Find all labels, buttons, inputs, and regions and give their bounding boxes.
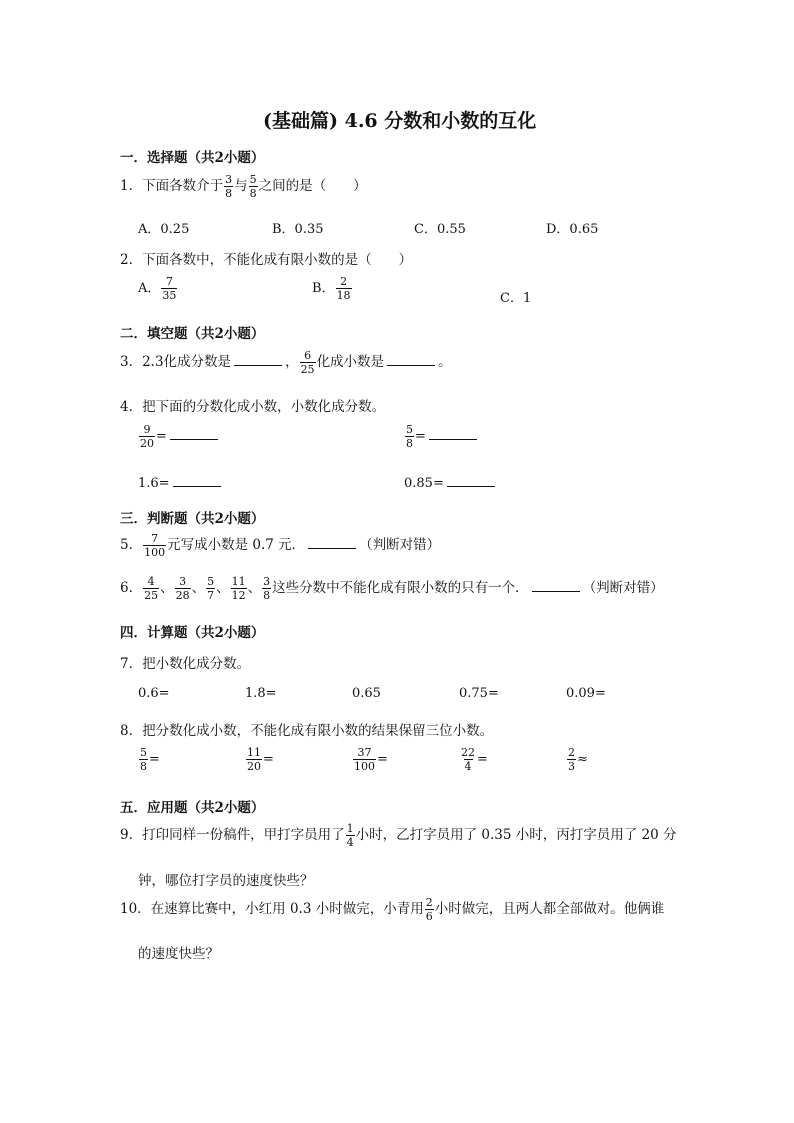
q7-item: 0.6= [138, 686, 170, 701]
fraction: $\frac{11}{12}$ [231, 575, 246, 602]
section-heading-application: 五．应用题（共2小题） [120, 800, 265, 816]
q1-option-b: B．0.35 [272, 222, 324, 237]
answer-blank[interactable] [234, 353, 282, 366]
q2-option-b: B． $\frac{2}{18}$ [312, 275, 351, 302]
question-9: 9．打印同样一份稿件，甲打字员用了 $\frac{1}{4}$ 小时，乙打字员用了 0.35 小时，丙打字员用了 20 分 [120, 822, 677, 849]
q7-item: 0.09= [566, 686, 606, 701]
q1-mid: 与 [234, 178, 248, 194]
q1-pre: 1．下面各数介于 [120, 178, 224, 194]
question-6: 6． $\frac{4}{25}$ 、 $\frac{3}{28}$ 、 $\frac{5}{7}$ 、 $\frac{11}{12}$ 、 $\frac{3}{8}$ 这些分数中不能化成有限小数的只有一个． （判断对错） [120, 575, 664, 602]
fraction: $\frac{2}{3}$ [568, 746, 575, 773]
fraction: $\frac{5}{7}$ [207, 575, 215, 602]
q8-item: $\frac{5}{8}$ = [140, 746, 160, 773]
fraction: $\frac{9}{20}$ [140, 423, 154, 450]
answer-blank[interactable] [387, 353, 435, 366]
answer-blank[interactable] [447, 474, 495, 487]
fraction: $\frac{5}{8}$ [249, 173, 257, 200]
question-10: 10．在速算比赛中，小红用 0.3 小时做完，小青用 $\frac{2}{6}$ 小时做完，且两人都全部做对。他俩谁 [120, 896, 665, 923]
q7-item: 1.8= [245, 686, 277, 701]
q1-option-c: C．0.55 [414, 222, 466, 237]
fraction: $\frac{11}{20}$ [247, 746, 261, 773]
question-3: 3．2.3化成分数是 ， $\frac{6}{25}$ 化成小数是 。 [120, 349, 452, 376]
fraction: $\frac{7}{35}$ [162, 275, 177, 302]
q8-item: $\frac{37}{100}$ = [354, 746, 388, 773]
fraction: $\frac{2}{6}$ [425, 896, 433, 923]
q1-option-a: A．0.25 [138, 222, 190, 237]
section-heading-choice: 一．选择题（共2小题） [120, 150, 265, 166]
q1-post: 之间的是（ ） [258, 178, 367, 194]
fraction: $\frac{5}{8}$ [140, 746, 147, 773]
q4-item-b: $\frac{5}{8}$ = [404, 424, 480, 449]
question-4: 4．把下面的分数化成小数，小数化成分数。 [120, 399, 386, 415]
fraction: $\frac{37}{100}$ [354, 746, 375, 773]
answer-blank[interactable] [170, 427, 218, 440]
section-heading-fill: 二．填空题（共2小题） [120, 326, 265, 342]
fraction: $\frac{1}{4}$ [346, 822, 354, 849]
fraction: $\frac{6}{25}$ [300, 349, 315, 376]
q8-item: $\frac{22}{4}$ = [461, 746, 488, 773]
section-heading-judge: 三．判断题（共2小题） [120, 511, 265, 527]
q2-option-c: C．1 [500, 291, 532, 306]
page-title: (基础篇) 4.6 分数和小数的互化 [263, 110, 537, 132]
fraction: $\frac{3}{28}$ [175, 575, 190, 602]
q4-item-c: 1.6= [138, 474, 224, 491]
question-5: 5． $\frac{7}{100}$ 元写成小数是 0.7 元． （判断对错） [120, 532, 441, 559]
fraction: $\frac{3}{8}$ [263, 575, 271, 602]
question-9-line2: 钟，哪位打字员的速度快些？ [138, 873, 314, 889]
q7-item: 0.65 [352, 686, 381, 701]
fraction: $\frac{7}{100}$ [144, 532, 166, 559]
fraction: $\frac{22}{4}$ [461, 746, 475, 773]
question-8: 8．把分数化成小数，不能化成有限小数的结果保留三位小数。 [120, 723, 494, 739]
q2-option-a: A． $\frac{7}{35}$ [138, 275, 177, 302]
question-7: 7．把小数化成分数。 [120, 656, 251, 672]
q1-option-d: D．0.65 [546, 222, 599, 237]
question-1 [120, 174, 367, 199]
q4-item-a: $\frac{9}{20}$ = [138, 424, 221, 449]
answer-blank[interactable] [429, 427, 477, 440]
answer-blank[interactable] [308, 536, 356, 549]
fraction: $\frac{3}{8}$ [225, 173, 233, 200]
question-10-line2: 的速度快些？ [138, 946, 219, 962]
fraction: $\frac{2}{18}$ [336, 275, 351, 302]
answer-blank[interactable] [532, 579, 580, 592]
fraction: $\frac{4}{25}$ [144, 575, 159, 602]
section-heading-calc: 四．计算题（共2小题） [120, 625, 265, 641]
fraction: $\frac{5}{8}$ [406, 423, 413, 450]
q4-item-d: 0.85= [404, 474, 498, 491]
q7-item: 0.75= [459, 686, 499, 701]
q8-item: $\frac{11}{20}$ = [247, 746, 274, 773]
answer-blank[interactable] [173, 474, 221, 487]
q8-item: $\frac{2}{3}$ ≈ [568, 746, 588, 773]
question-2: 2．下面各数中，不能化成有限小数的是（ ） [120, 252, 413, 268]
